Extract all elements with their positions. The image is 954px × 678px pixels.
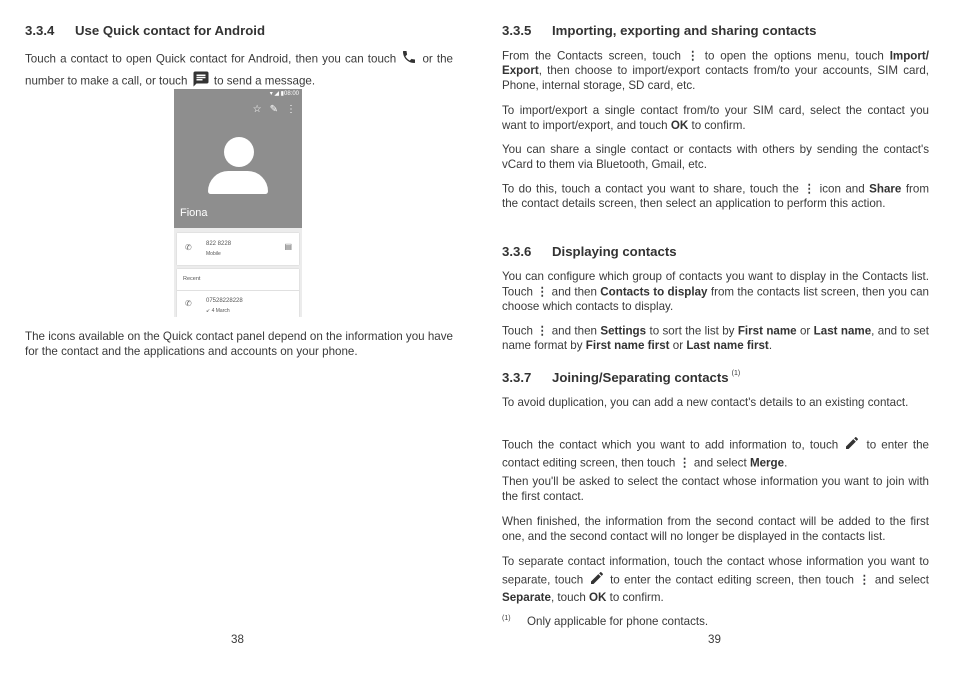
paragraph-display-config: You can configure which group of contacts you want to display in the Contacts list. Touch ⋮ and then Contacts to display from the contacts list screen, then you can choose which contacts to display.: [502, 270, 929, 314]
paragraph-quick-contact: Touch a contact to open Quick contact for Android, then you can touch or the number to make a call, or touch to send a message.: [25, 49, 453, 93]
more-options-icon: ⋮: [687, 49, 699, 62]
page-number: 38: [231, 633, 244, 646]
paragraph-import-single: To import/export a single contact from/to your SIM card, select the contact you want to import/export, and touch OK to confirm.: [502, 104, 929, 132]
avatar-head: [224, 137, 254, 167]
star-icon[interactable]: ☆: [252, 104, 262, 115]
more-icon[interactable]: ⋮: [286, 104, 296, 115]
status-bar: ▾ ◢ ▮08:00: [269, 91, 299, 97]
left-page: [25, 0, 453, 678]
contact-name: Fiona: [180, 207, 208, 219]
phone-icon: [400, 49, 418, 70]
paragraph-import-export: From the Contacts screen, touch ⋮ to open the options menu, touch Import/ Export, then choose to import/export contacts from/to your accounts, SIM card, Phone, internal storage, SD card, etc.: [502, 49, 929, 93]
paragraph-separate: To separate contact information, touch the contact whose information you want to separate, touch to enter the contact editing screen, then touch ⋮ and select Separate, touch OK to confirm.: [502, 555, 929, 604]
edit-icon[interactable]: ✎: [269, 104, 278, 115]
avatar-body: [208, 171, 268, 194]
more-options-icon: ⋮: [536, 284, 549, 298]
paragraph-when-finished: When finished, the information from the second contact will be added to the first one, and the second contact will no longer be displayed in the contacts list.: [502, 515, 929, 543]
section-heading-displaying: 3.3.6 Displaying contacts: [502, 244, 677, 259]
paragraph-select-contact: Then you'll be asked to select the contact whose information you want to join with the first contact.: [502, 475, 929, 503]
paragraph-display-settings: Touch ⋮ and then Settings to sort the list by First name or Last name, and to set name format by First name first or Last name first.: [502, 324, 929, 353]
sms-icon[interactable]: ▤: [284, 242, 292, 251]
paragraph-avoid-duplication: To avoid duplication, you can add a new contact's details to an existing contact.: [502, 396, 909, 409]
section-heading-joining: 3.3.7 Joining/Separating contacts (1): [502, 370, 741, 385]
footnote: (1) Only applicable for phone contacts.: [502, 615, 709, 628]
paragraph-share-contacts: You can share a single contact or contacts with others by sending the contact's vCard to them via Bluetooth, Gmail, etc.: [502, 143, 929, 171]
phone-number-card[interactable]: ✆ 822 8228 Mobile ▤: [177, 233, 299, 265]
contact-header: [174, 89, 302, 228]
edit-pencil-icon: [588, 570, 606, 591]
more-options-icon: ⋮: [803, 182, 816, 195]
page-number: 39: [708, 633, 721, 646]
more-options-icon: ⋮: [536, 324, 549, 337]
paragraph-icons-available: The icons available on the Quick contact panel depend on the information you have for the contact and the applications and accounts on your phone.: [25, 330, 453, 358]
more-options-icon: ⋮: [678, 455, 691, 469]
quick-contact-screenshot: [174, 89, 302, 317]
recent-card: Recent ✆ 07528228228 ↙ 4 March: [177, 269, 299, 317]
header-actions: [253, 104, 296, 115]
section-heading-import-export: 3.3.5 Importing, exporting and sharing contacts: [502, 23, 817, 38]
paragraph-share-how: To do this, touch a contact you want to share, touch the ⋮ icon and Share from the contact details screen, then select an application to perform this action.: [502, 182, 930, 211]
paragraph-merge: Touch the contact which you want to add information to, touch to enter the contact editing screen, then touch ⋮ and select Merge.: [502, 435, 929, 471]
edit-pencil-icon: [843, 435, 861, 456]
right-page: [502, 0, 929, 678]
call-icon[interactable]: ✆: [185, 243, 192, 252]
divider: [177, 290, 299, 291]
more-options-icon: ⋮: [858, 572, 871, 586]
call-icon[interactable]: ✆: [185, 299, 192, 308]
section-heading-quick-contact: 3.3.4 Use Quick contact for Android: [25, 23, 266, 38]
footnote-ref: (1): [731, 370, 741, 377]
recent-date: ↙ 4 March: [206, 308, 230, 314]
